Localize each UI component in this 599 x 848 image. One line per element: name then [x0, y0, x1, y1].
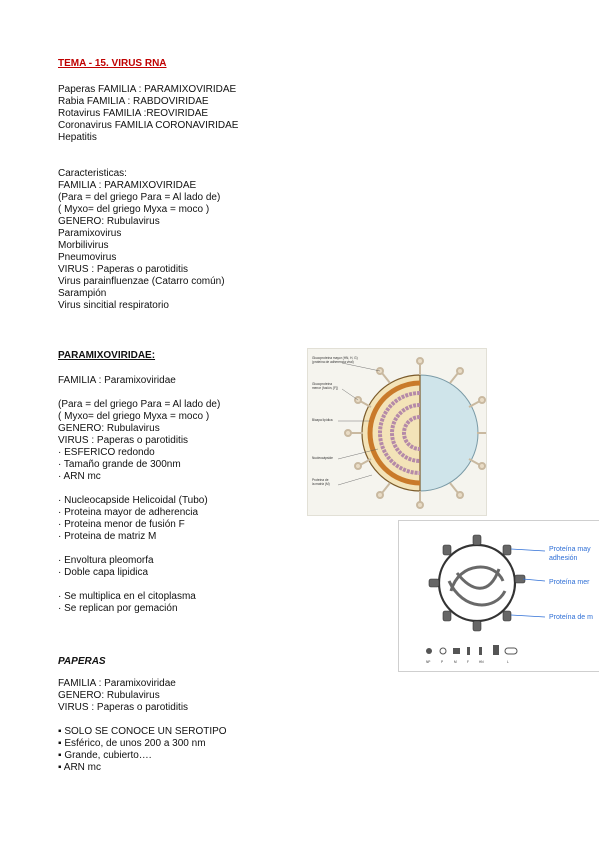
figure1-label: Bicapa lipídica [312, 418, 333, 422]
figure1-label: Nucleocápside [312, 456, 333, 460]
caracteristicas-line: (Para = del griego Para = Al lado de) [58, 192, 221, 203]
caracteristicas-line: Sarampión [58, 288, 107, 299]
caracteristicas-section [58, 168, 225, 312]
paramix-line: · Se multiplica en el citoplasma [58, 591, 196, 602]
paperas-line: ▪ Grande, cubierto…. [58, 750, 152, 761]
figure1-label: (proteína de adherencia viral) [312, 360, 354, 364]
paramix-line: · Proteina menor de fusión F [58, 519, 185, 530]
caracteristicas-line: Caracteristicas: [58, 168, 127, 179]
figure2-callout: Proteína de m [549, 614, 593, 621]
intro-line: Paperas FAMILIA : PARAMIXOVIRIDAE [58, 84, 237, 95]
intro-line: Rotavirus FAMILIA :REOVIRIDAE [58, 108, 209, 119]
paramix-line [58, 483, 220, 495]
paperas-line: ▪ ARN mc [58, 762, 101, 773]
paramix-line: (Para = del griego Para = Al lado de) [58, 399, 221, 410]
figure2-legend: F [467, 660, 469, 664]
figure2-legend: P [441, 660, 444, 664]
caracteristicas-line: Virus sincitial respiratorio [58, 300, 169, 311]
paramix-line [58, 579, 220, 591]
figure2-legend: M [454, 660, 457, 664]
caracteristicas-line: FAMILIA : PARAMIXOVIRIDAE [58, 180, 197, 191]
caracteristicas-line: Paramixovirus [58, 228, 122, 239]
paramix-line: · Se replican por gemación [58, 603, 178, 614]
paperas-line: GENERO: Rubulavirus [58, 690, 160, 701]
figure2-callout: adhesión [549, 555, 578, 562]
paramix-line: · Proteina de matriz M [58, 531, 157, 542]
paramix-heading: PARAMIXOVIRIDAE: [58, 350, 156, 361]
figure1-label: Glucoproteína [312, 382, 333, 386]
caracteristicas-line: Virus parainfluenzae (Catarro común) [58, 276, 225, 287]
caracteristicas-line: VIRUS : Paperas o parotiditis [58, 264, 189, 275]
caracteristicas-line: Morbilivirus [58, 240, 109, 251]
paramix-line: VIRUS : Paperas o parotiditis [58, 435, 189, 446]
paperas-line: ▪ Esférico, de unos 200 a 300 nm [58, 738, 206, 749]
page-title: TEMA - 15. VIRUS RNA [58, 58, 167, 69]
paramix-line: · ARN mc [58, 471, 101, 482]
paperas-line [58, 714, 227, 726]
paramix-line: GENERO: Rubulavirus [58, 423, 160, 434]
figure1-label: Glucoproteína mayor (HN, H, G) [312, 356, 358, 360]
paramix-line: · Tamaño grande de 300nm [58, 459, 181, 470]
intro-line: Rabia FAMILIA : RABDOVIRIDAE [58, 96, 209, 107]
figure2-callout: Proteína mer [549, 579, 590, 586]
virus-schematic-illustration [399, 521, 599, 671]
paperas-line: VIRUS : Paperas o parotiditis [58, 702, 189, 713]
paramix-line: · Nucleocapside Helicoidal (Tubo) [58, 495, 208, 506]
paperas-section [58, 678, 227, 774]
paramix-line: · Envoltura pleomorfa [58, 555, 154, 566]
paramix-line [58, 543, 220, 555]
caracteristicas-line: ( Myxo= del griego Myxa = moco ) [58, 204, 210, 215]
paperas-heading: PAPERAS [58, 656, 106, 667]
intro-list [58, 84, 238, 144]
virus-cutaway-illustration [308, 349, 486, 515]
paperas-line: ▪ SOLO SE CONOCE UN SEROTIPO [58, 726, 227, 737]
figure2-legend: NP [426, 660, 431, 664]
caracteristicas-line: Pneumovirus [58, 252, 117, 263]
figure2-legend: L [507, 660, 509, 664]
paramix-line: · Proteina mayor de adherencia [58, 507, 199, 518]
virus-schematic-figure [398, 520, 599, 672]
paramix-line: · Doble capa lipidica [58, 567, 149, 578]
figure2-legend: HN [479, 660, 484, 664]
intro-line: Hepatitis [58, 132, 97, 143]
paperas-line: FAMILIA : Paramixoviridae [58, 678, 176, 689]
virus-cutaway-figure [307, 348, 487, 516]
paramix-line: · ESFERICO redondo [58, 447, 155, 458]
caracteristicas-line: GENERO: Rubulavirus [58, 216, 160, 227]
paramix-line: ( Myxo= del griego Myxa = moco ) [58, 411, 210, 422]
paramix-line [58, 387, 220, 399]
figure2-callout: Proteína may [549, 546, 591, 553]
paramix-line: FAMILIA : Paramixoviridae [58, 375, 176, 386]
intro-line: Coronavirus FAMILIA CORONAVIRIDAE [58, 120, 239, 131]
paramix-section [58, 375, 220, 615]
figure1-label: la matriz (M) [312, 482, 330, 486]
figure1-label: Proteína de [312, 478, 329, 482]
figure1-label: menor (fusión, [F]) [312, 386, 339, 390]
